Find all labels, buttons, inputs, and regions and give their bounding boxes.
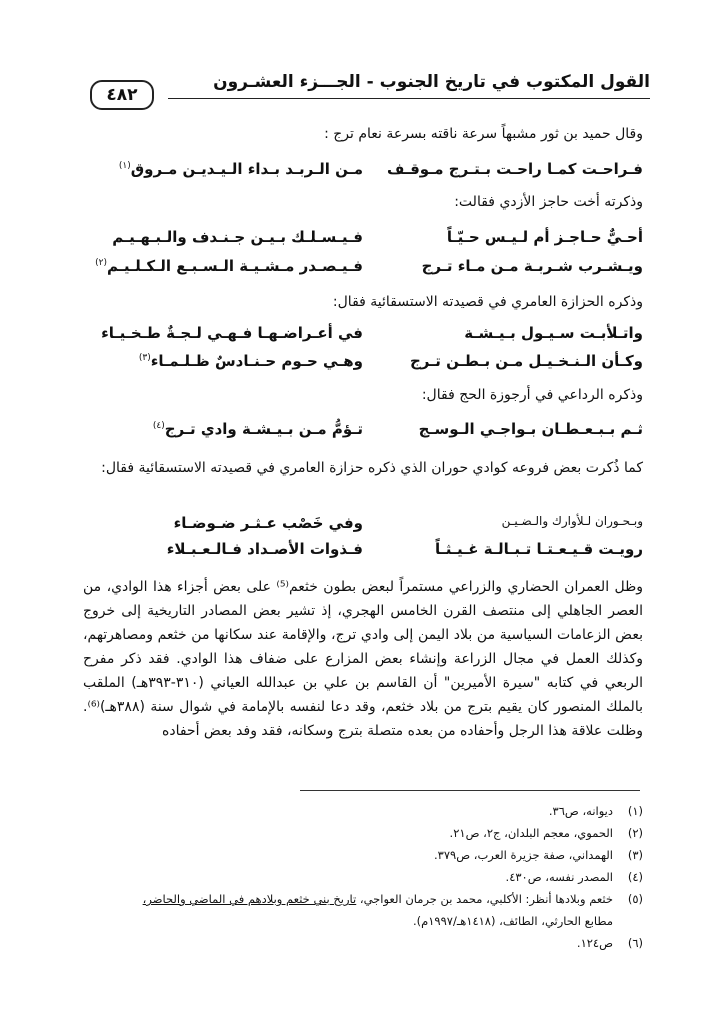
- footnote: [83, 932, 643, 954]
- verse-line: [83, 324, 643, 348]
- footnote-number: (٦): [627, 936, 643, 950]
- verse-hemistich-left: [83, 420, 363, 438]
- footnote-text: خثعم وبلادها أنظر: الأكلبي، محمد بن جرمان العواجي،: [356, 892, 613, 906]
- header-rule: [168, 98, 650, 99]
- verse-line: [83, 352, 643, 376]
- footnote-marker: (٣): [138, 353, 151, 363]
- verse-hemistich-left: في أعـراضـهـا فـهـي لـجـةٌ طـخـيـاء: [101, 324, 363, 342]
- footnote: [83, 822, 643, 844]
- footnote-marker: (١): [118, 161, 131, 171]
- verse-line: [83, 540, 643, 564]
- page-header: [90, 70, 650, 104]
- footnote-number: (٢): [627, 826, 643, 840]
- verse-text: تـؤمُّ مـن بـيـشـة وادي تـرج: [164, 420, 363, 438]
- footnote: [83, 910, 643, 932]
- intro-text: كما ذُكرت بعض فروعه كوادي حوران الذي ذكره حزازة العامري في قصيدته الاستسقائية فقال:: [101, 460, 643, 476]
- footnote-number: (٣): [627, 848, 643, 862]
- footnote-text: الهمداني، صفة جزيرة العرب، ص٣٧٩.: [434, 848, 613, 862]
- verse-hemistich-right: وبـحـوران لـلأوارك والـضـيـن: [501, 514, 643, 528]
- footnote-number: (٥): [627, 892, 643, 906]
- verse-line: [83, 257, 643, 281]
- verse-hemistich-right: واتـلأبـت سـيـول بـيـشـة: [464, 324, 643, 342]
- verse-line: [83, 160, 643, 184]
- verse-hemistich-left: وفي خَصْب عـثـر ضـوضـاء: [173, 514, 363, 532]
- footnote-text: مطابع الحارثي، الطائف، (١٤١٨هـ/١٩٩٧م).: [412, 914, 613, 928]
- verse-hemistich-left: [83, 257, 363, 275]
- verse-hemistich-left: [83, 160, 363, 178]
- verse-text: مـن الـربـد بـداء الـيـديـن مـروق: [130, 160, 363, 178]
- footnote: [83, 866, 643, 888]
- running-title: القول المكتوب في تاريخ الجنوب - الجـــزء العشـرون: [213, 72, 650, 92]
- verse-hemistich-left: فـذوات الأصـداد فـالـعـبـلاء: [166, 540, 363, 558]
- footnote-marker: (٢): [95, 258, 107, 268]
- footnote: [83, 800, 643, 822]
- verse-line: [83, 228, 643, 252]
- verse-hemistich-left: [83, 352, 363, 370]
- footnote-text: ص١٢٤.: [576, 936, 613, 950]
- intro-text: وذكره الرداعي في أرجوزة الحج فقال:: [421, 387, 643, 403]
- verse-hemistich-right: وكـأن الـنـخـيـل مـن بـطـن تـرج: [409, 352, 643, 370]
- verse-hemistich-right: فـراحـت كمـا راحـت بـتـرج مـوقـف: [386, 160, 643, 178]
- body-paragraph: وظل العمران الحضاري والزراعي مستمراً لبعض بطون خثعم⁽⁵⁾ على بعض أجزاء هذا الوادي، من العصر الجاهلي إلى منتصف القرن الخامس الهجري، إذ تشير بعض المصادر التاريخية إلى خروج بعض الزعامات السياسية من بلاد اليمن إلى وادي ترج، والإقامة عند سكانها من خثعم ومصاهرتهم، وكذلك العمل في مجال الزراعة وإنشاء بعض المزارع على ضفاف هذا الوادي. فقد ذكر مفرح الربعي في كتابه "سيرة الأميرين" أن القاسم بن علي بن عبدالله العياني (٣١٠-٣٩٣هـ) الملقب بالملك المنصور كان يقيم بترج من بلاد خثعم، وقد دعا لنفسه بالإمامة في شوال سنة (٣٨٨هـ)⁽⁶⁾. وظلت علاقة هذا الرجل وأحفاده من بعده متصلة بترج وسكانه، فقد وفد بعض أحفاده: [83, 579, 644, 739]
- verse-hemistich-right: أحـيٌّ حـاجـز أم لـيـس حـيّـاً: [446, 228, 643, 246]
- verse-line: [83, 514, 643, 538]
- verse-hemistich-right: ثـم بـبـعـطـان بـواجـي الـوسـج: [418, 420, 643, 438]
- verse-line: [83, 420, 643, 444]
- intro-text: وذكره الحزازة العامري في قصيدته الاستسقائية فقال:: [332, 294, 643, 310]
- footnote-rule: [300, 790, 640, 791]
- verse-hemistich-right: ويـشـرب شـربـة مـن مـاء تـرج: [421, 257, 643, 275]
- verse-hemistich-right: رويـت قـيـعـتـا تـبـالـة غـيـثـاً: [435, 540, 643, 558]
- footnote-number: (٤): [627, 870, 643, 884]
- verse-text: فـيـصـدر مـشـيـة الـسـبـع الـكـلـيـم: [106, 257, 363, 275]
- footnote-text: المصدر نفسه، ص٤٣٠.: [505, 870, 613, 884]
- verse-text: وهـي حـوم حـنـادسٌ ظـلـمـاء: [150, 352, 363, 370]
- footnote-marker: (٤): [152, 421, 165, 431]
- intro-text: وقال حميد بن ثور مشبهاً سرعة ناقته بسرعة نعام ترج :: [324, 126, 643, 142]
- footnote-number: (١): [627, 804, 643, 818]
- footnote-text: ديوانه، ص٣٦.: [548, 804, 613, 818]
- footnote-book-title: تاريخ بني خثعم وبلادهم في الماضي والحاضر،: [142, 892, 357, 906]
- page-number: ٤٨٢: [90, 80, 154, 110]
- footnote-text: الحموي، معجم البلدان، ج٢، ص٢١.: [449, 826, 613, 840]
- verse-hemistich-left: فـيـسـلـك بـيـن جـنـدف والـبـهـيـم: [112, 228, 363, 246]
- intro-text: وذكرته أخت حاجز الأزدي فقالت:: [454, 194, 643, 210]
- footnote: [83, 888, 643, 910]
- footnote: [83, 844, 643, 866]
